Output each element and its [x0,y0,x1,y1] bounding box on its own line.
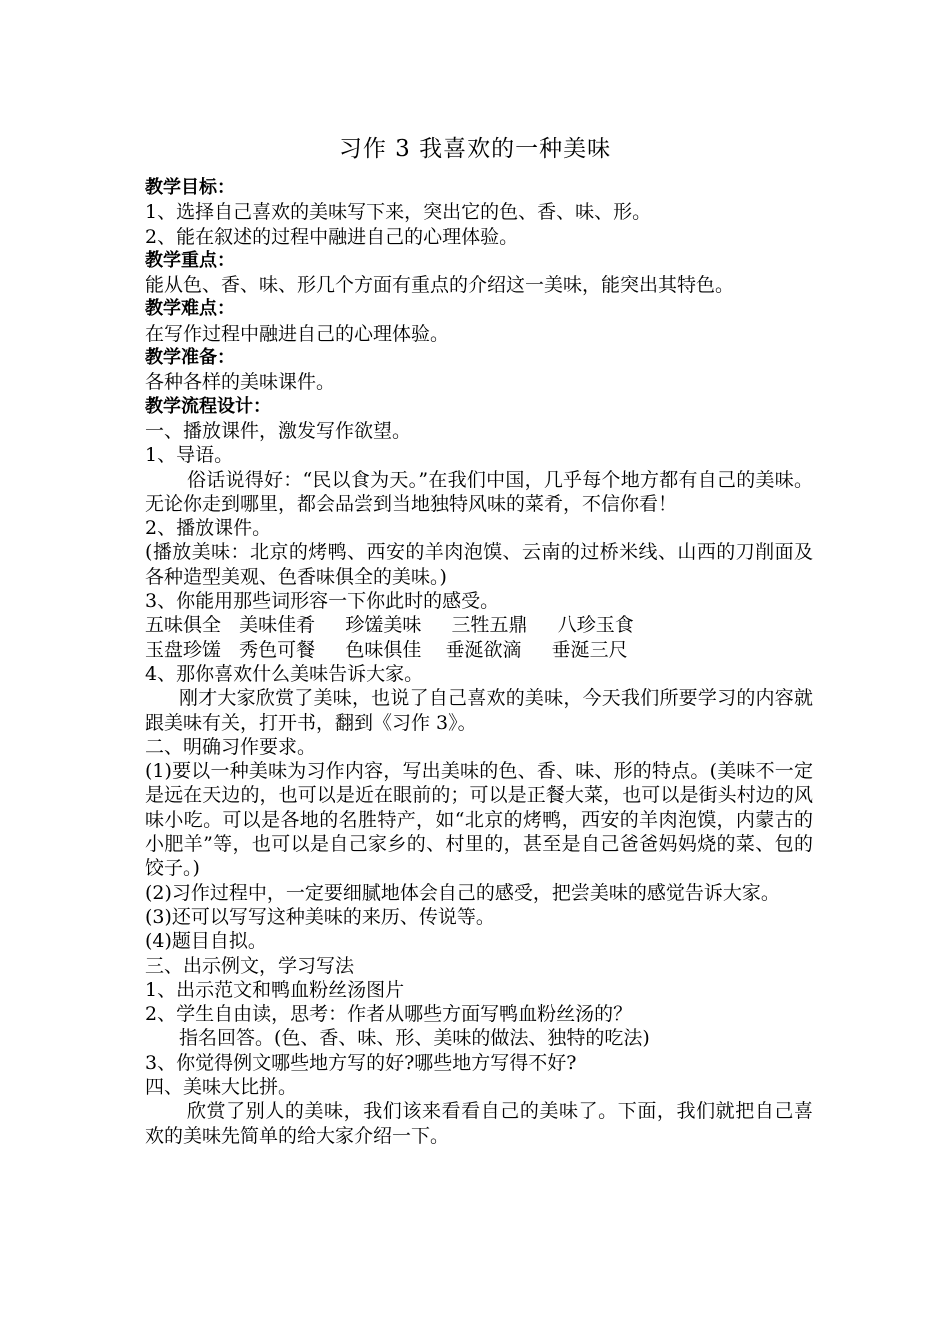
section-1-step-2-paragraph: (播放美味：北京的烤鸭、西安的羊肉泡馍、云南的过桥米线、山西的刀削面及各种造型美观、色香味俱全的美味。) [145,541,813,588]
section-3-step-1: 1、出示范文和鸭血粉丝汤图片 [145,978,405,1001]
word-list-row-1: 五味俱全 美味佳肴 珍馐美味 三牲五鼎 八珍玉食 [145,614,634,637]
section-1-step-3: 3、你能用那些词形容一下你此时的感受。 [145,590,500,613]
word-list-row-2: 玉盘珍馐 秀色可餐 色味俱佳 垂涎欲滴 垂涎三尺 [145,638,628,661]
heading-difficulties: 教学难点： [145,298,235,320]
document-body [145,176,813,1148]
section-1-title: 一、播放课件，激发写作欲望。 [145,419,412,442]
heading-preparation: 教学准备： [145,347,235,369]
section-2-item-2: (2)习作过程中，一定要细腻地体会自己的感受，把尝美味的感觉告诉大家。 [145,881,780,904]
section-4-title: 四、美味大比拼。 [145,1075,298,1098]
section-1-step-2: 2、播放课件。 [145,517,272,540]
section-2-title: 二、明确习作要求。 [145,735,317,758]
section-3-step-2: 2、学生自由读，思考：作者从哪些方面写鸭血粉丝汤的？ [145,1003,633,1026]
section-3-step-3: 3、你觉得例文哪些地方写的好?哪些地方写得不好? [145,1051,577,1074]
heading-teaching-goals: 教学目标： [145,177,235,198]
heading-key-points: 教学重点： [145,249,235,271]
goal-item-1: 1、选择自己喜欢的美味写下来，突出它的色、香、味、形。 [145,201,652,224]
section-1-step-1-paragraph: 俗话说得好：“民以食为天。”在我们中国，几乎每个地方都有自己的美味。无论你走到哪里，都会品尝到当地独特风味的菜肴，不信你看！ [145,468,813,515]
section-4-paragraph: 欣赏了别人的美味，我们该来看看自己的美味了。下面，我们就把自己喜欢的美味先简单的给大家介绍一下。 [145,1100,813,1147]
key-points-text: 能从色、香、味、形几个方面有重点的介绍这一美味，能突出其特色。 [145,274,735,297]
section-1-step-1: 1、导语。 [145,444,234,467]
preparation-text: 各种各样的美味课件。 [145,371,336,394]
section-1-step-4: 4、那你喜欢什么美味告诉大家。 [145,662,424,685]
section-3-title: 三、出示例文，学习写法 [145,954,355,977]
section-2-item-3: (3)还可以写写这种美味的来历、传说等。 [145,905,495,928]
difficulties-text: 在写作过程中融进自己的心理体验。 [145,322,450,345]
section-2-item-4: (4)题目自拟。 [145,930,267,953]
document-title: 习作 3 我喜欢的一种美味 [338,136,612,162]
section-1-step-4-paragraph: 刚才大家欣赏了美味，也说了自己喜欢的美味，今天我们所要学习的内容就跟美味有关，打开书，翻到《习作 3》。 [145,687,813,734]
section-2-item-1: (1)要以一种美味为习作内容，写出美味的色、香、味、形的特点。(美味不一定是远在天边的，也可以是近在眼前的；可以是正餐大菜，也可以是街头村边的风味小吃。可以是各地的名胜特产，如“北京的烤鸭，西安的羊肉泡馍，内蒙古的小肥羊”等，也可以是自己家乡的、村里的，甚至是自己爸爸妈妈烧的菜、包的饺子。) [145,760,813,880]
heading-process-design: 教学流程设计： [145,395,271,417]
section-3-step-2-answer: 指名回答。(色、香、味、形、美味的做法、独特的吃法) [179,1027,650,1050]
goal-item-2: 2、能在叙述的过程中融进自己的心理体验。 [145,225,519,248]
